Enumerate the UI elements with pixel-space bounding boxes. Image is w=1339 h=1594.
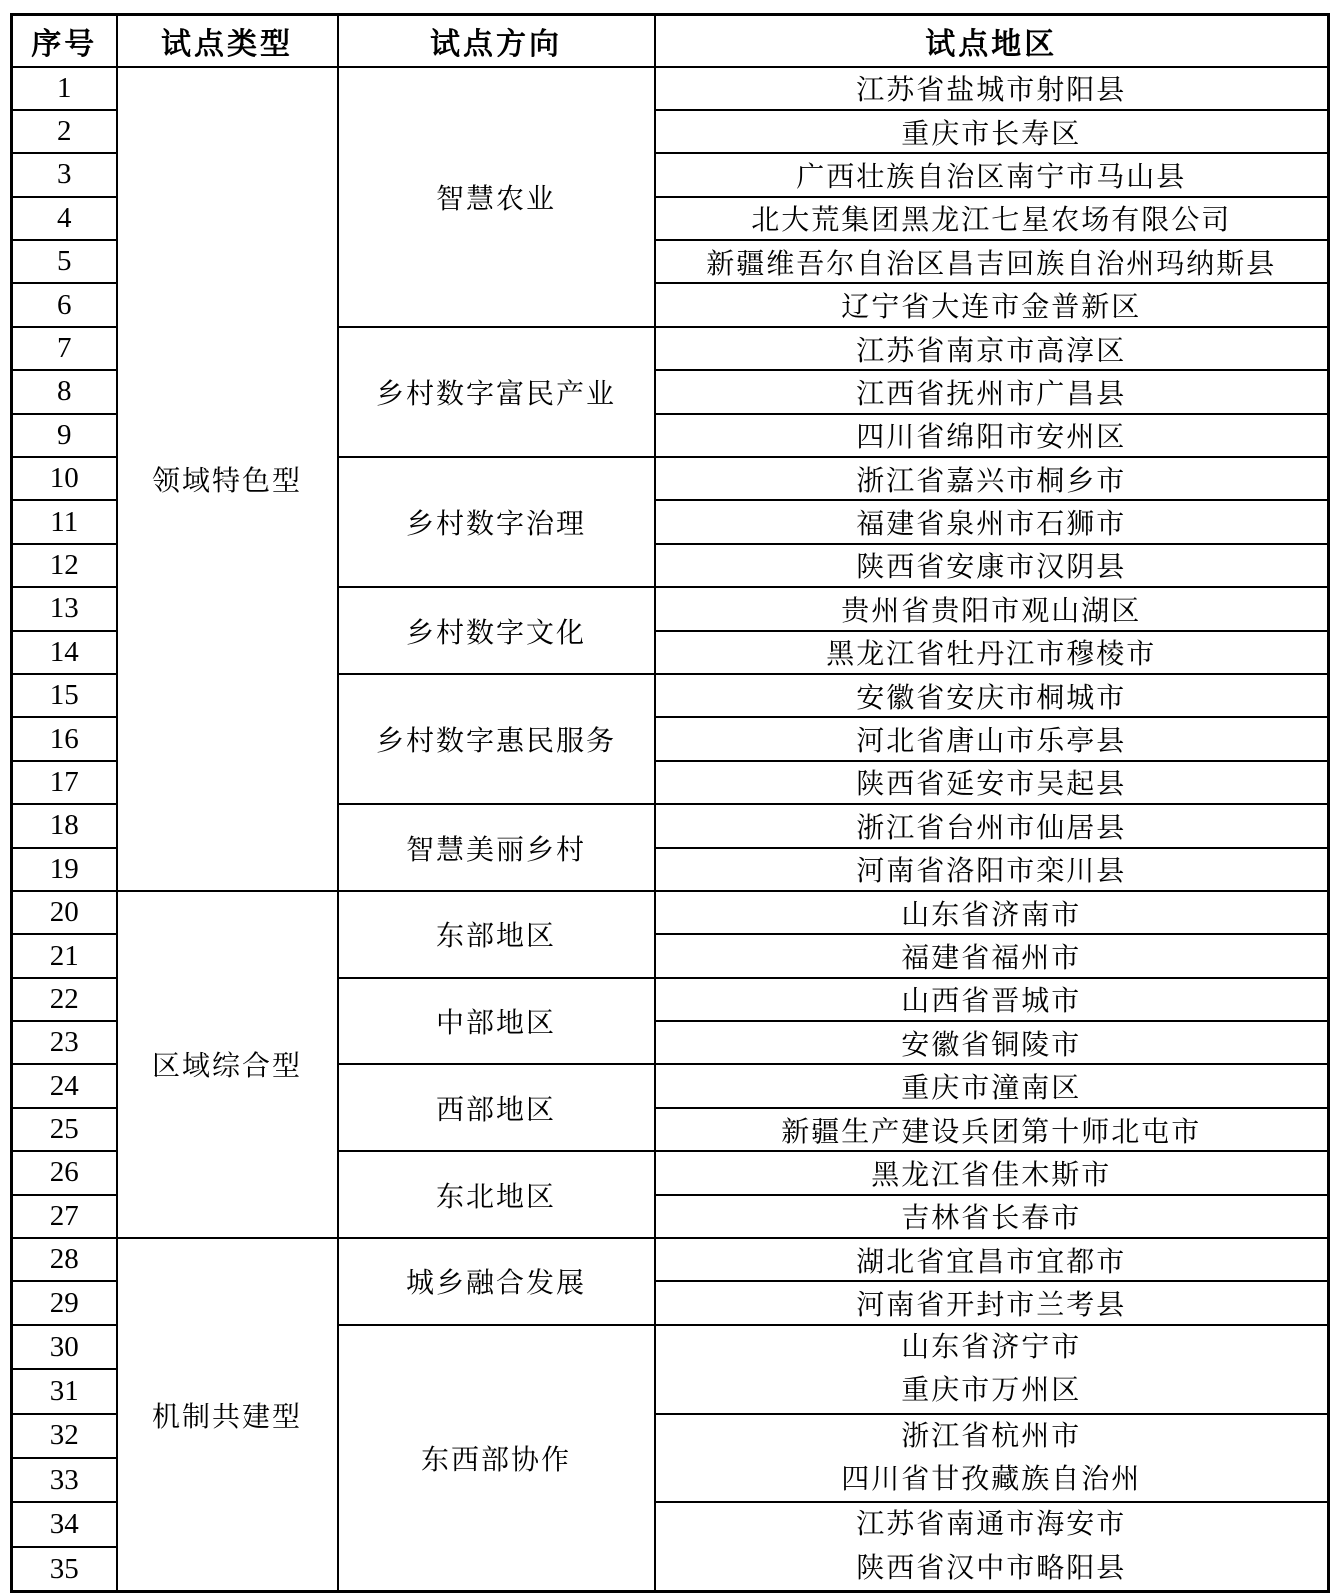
- region-cell: 山西省晋城市: [655, 978, 1329, 1021]
- row-no: 13: [12, 587, 117, 630]
- row-no: 6: [12, 283, 117, 326]
- region-cell: 广西壮族自治区南宁市马山县: [655, 153, 1329, 196]
- row-no: 35: [12, 1547, 117, 1592]
- direction-cell: 乡村数字文化: [338, 587, 655, 674]
- region-cell: 河南省洛阳市栾川县: [655, 848, 1329, 891]
- region-cell-merged: [655, 1502, 1329, 1591]
- row-no: 28: [12, 1238, 117, 1281]
- row-no: 23: [12, 1021, 117, 1064]
- direction-cell: 中部地区: [338, 978, 655, 1065]
- region-cell: 四川省绵阳市安州区: [655, 414, 1329, 457]
- region-cell: 河南省开封市兰考县: [655, 1281, 1329, 1324]
- row-no: 4: [12, 197, 117, 240]
- region-cell: 浙江省台州市仙居县: [655, 804, 1329, 847]
- table-row: [12, 1238, 1329, 1281]
- region-line: 重庆市万州区: [901, 1375, 1082, 1407]
- row-no: 24: [12, 1064, 117, 1107]
- row-no: 14: [12, 631, 117, 674]
- row-no: 34: [12, 1502, 117, 1547]
- region-cell: 黑龙江省牡丹江市穆棱市: [655, 631, 1329, 674]
- region-cell: 江苏省南京市高淳区: [655, 327, 1329, 370]
- row-no: 25: [12, 1108, 117, 1151]
- region-cell: 江西省抚州市广昌县: [655, 370, 1329, 413]
- row-no: 30: [12, 1325, 117, 1369]
- type-cell: 区域综合型: [117, 891, 338, 1238]
- region-cell: 辽宁省大连市金普新区: [655, 283, 1329, 326]
- direction-cell: 智慧农业: [338, 67, 655, 327]
- region-cell: 湖北省宜昌市宜都市: [655, 1238, 1329, 1281]
- region-cell: 贵州省贵阳市观山湖区: [655, 587, 1329, 630]
- header-region: 试点地区: [655, 15, 1329, 67]
- header-row: [12, 15, 1329, 67]
- row-no: 17: [12, 761, 117, 804]
- region-cell: 河北省唐山市乐亭县: [655, 717, 1329, 760]
- row-no: 9: [12, 414, 117, 457]
- direction-cell: 乡村数字富民产业: [338, 327, 655, 457]
- row-no: 15: [12, 674, 117, 717]
- header-type: 试点类型: [117, 15, 338, 67]
- row-no: 33: [12, 1458, 117, 1502]
- direction-cell: 东西部协作: [338, 1325, 655, 1592]
- row-no: 26: [12, 1151, 117, 1194]
- row-no: 5: [12, 240, 117, 283]
- pilot-regions-table: [10, 13, 1330, 1593]
- region-line: 山东省济宁市: [901, 1331, 1082, 1363]
- type-cell: 领域特色型: [117, 67, 338, 891]
- row-no: 20: [12, 891, 117, 934]
- region-cell: 江苏省盐城市射阳县: [655, 67, 1329, 110]
- region-cell: 重庆市潼南区: [655, 1064, 1329, 1107]
- region-cell: 北大荒集团黑龙江七星农场有限公司: [655, 197, 1329, 240]
- row-no: 16: [12, 717, 117, 760]
- region-cell: 陕西省安康市汉阴县: [655, 544, 1329, 587]
- region-cell: 浙江省嘉兴市桐乡市: [655, 457, 1329, 500]
- row-no: 11: [12, 500, 117, 543]
- direction-cell: 城乡融合发展: [338, 1238, 655, 1325]
- row-no: 2: [12, 110, 117, 153]
- row-no: 8: [12, 370, 117, 413]
- row-no: 27: [12, 1195, 117, 1238]
- table-row: [12, 67, 1329, 110]
- region-line: 陕西省汉中市略阳县: [856, 1552, 1127, 1584]
- direction-cell: 西部地区: [338, 1064, 655, 1151]
- region-line: 江苏省南通市海安市: [856, 1509, 1127, 1541]
- direction-cell: 东北地区: [338, 1151, 655, 1238]
- table-row: [12, 891, 1329, 934]
- type-cell: 机制共建型: [117, 1238, 338, 1592]
- row-no: 29: [12, 1281, 117, 1324]
- direction-cell: 乡村数字惠民服务: [338, 674, 655, 804]
- region-line: 浙江省杭州市: [901, 1420, 1082, 1452]
- row-no: 18: [12, 804, 117, 847]
- region-cell-merged: [655, 1325, 1329, 1414]
- direction-cell: 乡村数字治理: [338, 457, 655, 587]
- region-cell: 福建省泉州市石狮市: [655, 500, 1329, 543]
- region-cell: 重庆市长寿区: [655, 110, 1329, 153]
- row-no: 1: [12, 67, 117, 110]
- region-cell: 陕西省延安市吴起县: [655, 761, 1329, 804]
- row-no: 10: [12, 457, 117, 500]
- row-no: 21: [12, 934, 117, 977]
- header-direction: 试点方向: [338, 15, 655, 67]
- region-line: 四川省甘孜藏族自治州: [841, 1464, 1142, 1495]
- direction-cell: 东部地区: [338, 891, 655, 978]
- region-cell-merged: [655, 1414, 1329, 1503]
- row-no: 19: [12, 848, 117, 891]
- region-cell: 黑龙江省佳木斯市: [655, 1151, 1329, 1194]
- region-cell: 新疆维吾尔自治区昌吉回族自治州玛纳斯县: [655, 240, 1329, 283]
- region-cell: 安徽省铜陵市: [655, 1021, 1329, 1064]
- region-cell: 新疆生产建设兵团第十师北屯市: [655, 1108, 1329, 1151]
- row-no: 12: [12, 544, 117, 587]
- row-no: 22: [12, 978, 117, 1021]
- row-no: 32: [12, 1414, 117, 1458]
- region-cell: 福建省福州市: [655, 934, 1329, 977]
- region-cell: 山东省济南市: [655, 891, 1329, 934]
- row-no: 7: [12, 327, 117, 370]
- direction-cell: 智慧美丽乡村: [338, 804, 655, 891]
- header-no: 序号: [12, 15, 117, 67]
- region-cell: 吉林省长春市: [655, 1195, 1329, 1238]
- row-no: 31: [12, 1369, 117, 1413]
- region-cell: 安徽省安庆市桐城市: [655, 674, 1329, 717]
- row-no: 3: [12, 153, 117, 196]
